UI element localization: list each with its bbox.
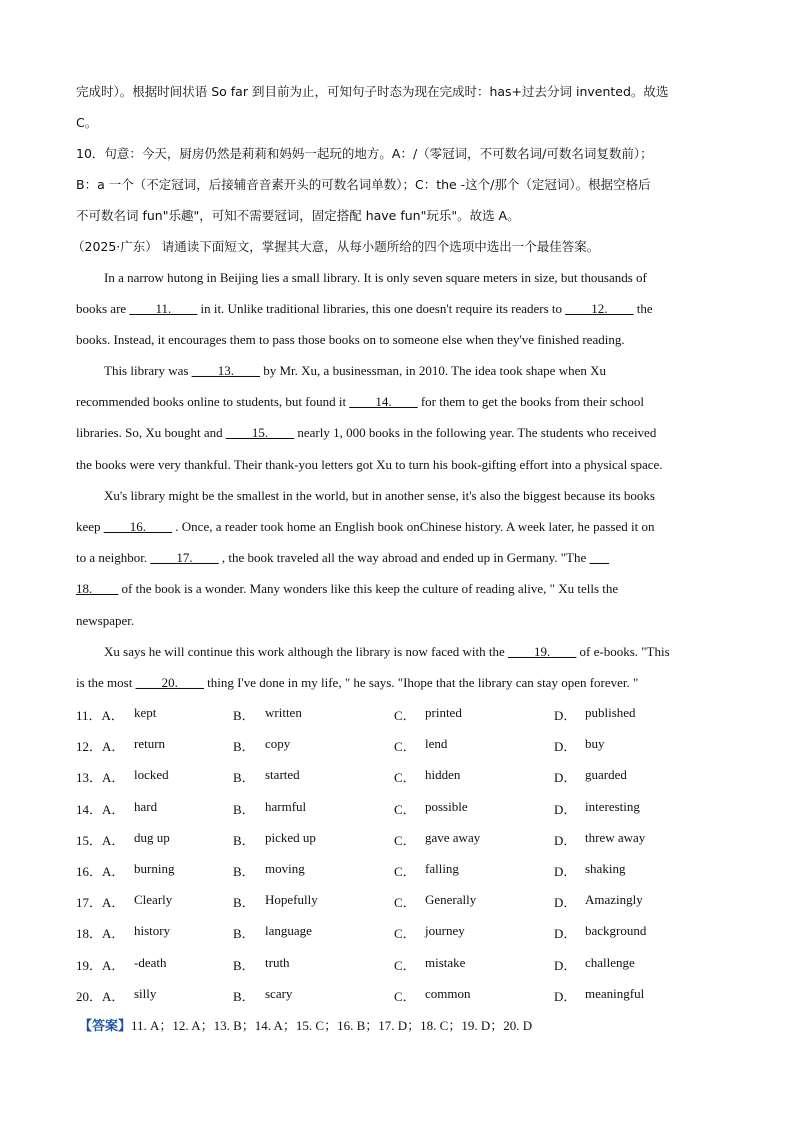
passage-text: books are [76, 301, 130, 316]
passage-text: in it. Unlike traditional libraries, this one doesn't require its readers to [197, 301, 566, 316]
option-c: journey [425, 923, 465, 939]
option-a: hard [134, 798, 158, 814]
question-number: 20．A． [76, 988, 125, 1004]
option-d: Amazingly [585, 892, 643, 908]
option-d-letter: D． [554, 895, 577, 911]
option-b: copy [265, 736, 291, 752]
option-a: burning [134, 861, 175, 876]
passage-line [76, 674, 638, 692]
blank-16: ____16.____ [103, 519, 173, 534]
passage-text: recommended books online to students, but found it [76, 394, 350, 409]
option-b: truth [265, 954, 290, 970]
option-c-letter: C． [394, 864, 416, 879]
passage-text: . Once, a reader took home an English book onChinese history. A week later, he passed it on [172, 519, 655, 534]
option-d: background [585, 923, 647, 939]
option-a: locked [134, 767, 169, 783]
option-c: Generally [425, 892, 477, 908]
passage-line: In a narrow hutong in Beijing lies a small library. It is only seven square meters in size, but thousands of [104, 270, 647, 285]
passage-text: keep [76, 519, 104, 534]
option-b: scary [265, 985, 293, 1001]
option-b: harmful [265, 798, 307, 814]
option-b-letter: B． [233, 988, 255, 1004]
option-a: -death [134, 954, 167, 970]
option-b: written [265, 705, 302, 720]
blank-18-start: ___ [589, 550, 610, 565]
option-d-letter: D． [554, 739, 577, 755]
blank-20: ____20.____ [135, 675, 204, 690]
option-row [76, 767, 716, 785]
option-d-letter: D． [554, 801, 577, 817]
option-b-letter: B． [233, 926, 255, 942]
passage-text: thing I've done in my life, " he says. "Ihope that the library can stay open forever. " [203, 675, 639, 690]
option-d: threw away [585, 829, 646, 845]
option-b-letter: B． [233, 801, 255, 817]
passage-line [104, 643, 670, 661]
option-row [76, 861, 716, 879]
option-d: challenge [585, 954, 635, 970]
passage-line: books. Instead, it encourages them to pass those books on to someone else when they've finished reading. [76, 332, 625, 347]
passage-line: newspaper. [76, 613, 135, 628]
section-header: （2025·广东） 请通读下面短文，掌握其大意，从每小题所给的四个选项中选出一个最佳答案。 [72, 239, 600, 254]
option-row [76, 955, 716, 973]
question-number: 11．A． [76, 708, 124, 723]
passage-line [76, 393, 644, 411]
option-d-letter: D． [554, 708, 577, 723]
option-row [76, 986, 716, 1004]
passage-text: of e-books. "This [576, 644, 670, 659]
option-b-letter: B． [233, 770, 255, 786]
blank-11: ____11.____ [129, 301, 198, 316]
option-c: possible [425, 798, 468, 814]
blank-15: ____15.____ [225, 425, 295, 440]
option-row [76, 736, 716, 754]
option-b-letter: B． [233, 895, 255, 911]
passage-line [76, 518, 654, 536]
option-a: kept [134, 705, 157, 720]
blank-19: ____19.____ [508, 644, 577, 659]
blank-14: ____14.____ [349, 394, 418, 409]
option-b-letter: B． [233, 739, 255, 755]
blank-17: ____17.____ [150, 550, 219, 565]
option-d: interesting [585, 798, 640, 814]
question-number: 19．A． [76, 957, 125, 973]
question-number: 12．A． [76, 739, 125, 755]
option-b-letter: B． [233, 864, 255, 879]
passage-text: to a neighbor. [76, 550, 151, 565]
explanation-line: 完成时）。根据时间状语 So far 到目前为止，可知句子时态为现在完成时：has+过去分词 invented。故选 [76, 84, 669, 99]
passage-text: by Mr. Xu, a businessman, in 2010. The idea took shape when Xu [259, 363, 607, 378]
option-d-letter: D． [554, 926, 577, 942]
option-b: picked up [265, 829, 316, 845]
option-d-letter: D． [554, 988, 577, 1004]
blank-12: ____12.____ [565, 301, 634, 316]
question-number: 16．A． [76, 864, 125, 879]
passage-line [104, 362, 606, 380]
passage-text: of the book is a wonder. Many wonders like this keep the culture of reading alive, " Xu tells the [118, 581, 619, 596]
answer-text: 11. A；12. A；13. B；14. A；15. C；16. B；17. D；18. C；19. D；20. D [131, 1018, 533, 1033]
option-c-letter: C． [394, 832, 416, 848]
passage-line [76, 424, 656, 442]
option-c: falling [425, 861, 459, 876]
option-d-letter: D． [554, 832, 577, 848]
passage-line [76, 549, 609, 567]
option-row [76, 799, 716, 817]
option-c-letter: C． [394, 895, 416, 911]
q10-explanation-line: B：a 一个（不定冠词，后接辅音音素开头的可数名词单数）；C：the -这个/那个（定冠词）。根据空格后 [76, 177, 651, 192]
option-d: published [585, 705, 636, 720]
option-b: language [265, 923, 312, 939]
question-number: 17．A． [76, 895, 125, 911]
question-number: 15．A． [76, 832, 125, 848]
option-c: common [425, 985, 471, 1001]
option-c: hidden [425, 767, 461, 783]
passage-line [76, 300, 653, 318]
option-a: history [134, 923, 171, 939]
question-number: 18．A． [76, 926, 125, 942]
explanation-line: C。 [76, 115, 98, 130]
option-d: shaking [585, 861, 626, 876]
option-b: moving [265, 861, 305, 876]
option-b: started [265, 767, 300, 783]
blank-13: ____13.____ [191, 363, 260, 378]
passage-line: the books were very thankful. Their thank-you letters got Xu to turn his book-gifting effort into a physical space. [76, 457, 663, 472]
option-c: gave away [425, 829, 481, 845]
option-a: return [134, 736, 166, 752]
option-c-letter: C． [394, 708, 416, 723]
option-a: dug up [134, 829, 170, 845]
passage-text: for them to get the books from their school [417, 394, 644, 409]
option-c-letter: C． [394, 926, 416, 942]
option-d-letter: D． [554, 864, 577, 879]
option-c-letter: C． [394, 988, 416, 1004]
option-c-letter: C． [394, 801, 416, 817]
option-row [76, 705, 716, 723]
passage-line: Xu's library might be the smallest in the world, but in another sense, it's also the biggest because its books [104, 488, 655, 503]
passage-text: the [633, 301, 653, 316]
blank-18: 18.____ [76, 581, 119, 596]
option-d: buy [585, 736, 605, 752]
option-c: printed [425, 705, 462, 720]
option-d-letter: D． [554, 957, 577, 973]
passage-line [76, 580, 618, 598]
option-b-letter: B． [233, 708, 255, 723]
passage-text: Xu says he will continue this work although the library is now faced with the [104, 644, 509, 659]
option-c: lend [425, 736, 448, 752]
option-b-letter: B． [233, 832, 255, 848]
passage-text: , the book traveled all the way abroad and ended up in Germany. "The [218, 550, 590, 565]
option-c-letter: C． [394, 739, 416, 755]
option-d: meaningful [585, 985, 645, 1001]
answer-line [79, 1017, 532, 1036]
question-number: 13．A． [76, 770, 125, 786]
q10-explanation-line: 10．句意：今天，厨房仍然是莉莉和妈妈一起玩的地方。A：/（零冠词，不可数名词/可数名词复数前）； [76, 146, 653, 161]
passage-text: nearly 1, 000 books in the following year. The students who received [294, 425, 657, 440]
question-number: 14．A． [76, 801, 125, 817]
passage-text: libraries. So, Xu bought and [76, 425, 226, 440]
passage-text: is the most [76, 675, 136, 690]
option-row [76, 923, 716, 941]
q10-explanation-line: 不可数名词 fun"乐趣"，可知不需要冠词，固定搭配 have fun"玩乐"。故选 A。 [76, 208, 520, 223]
option-d-letter: D． [554, 770, 577, 786]
passage-text: This library was [104, 363, 192, 378]
option-a: silly [134, 985, 157, 1001]
option-c-letter: C． [394, 957, 416, 973]
option-c-letter: C． [394, 770, 416, 786]
option-b-letter: B． [233, 957, 255, 973]
option-row [76, 830, 716, 848]
answer-label: 【答案】 [79, 1019, 132, 1034]
option-b: Hopefully [265, 892, 318, 908]
option-d: guarded [585, 767, 627, 783]
option-row [76, 892, 716, 910]
option-c: mistake [425, 954, 466, 970]
option-a: Clearly [134, 892, 173, 908]
